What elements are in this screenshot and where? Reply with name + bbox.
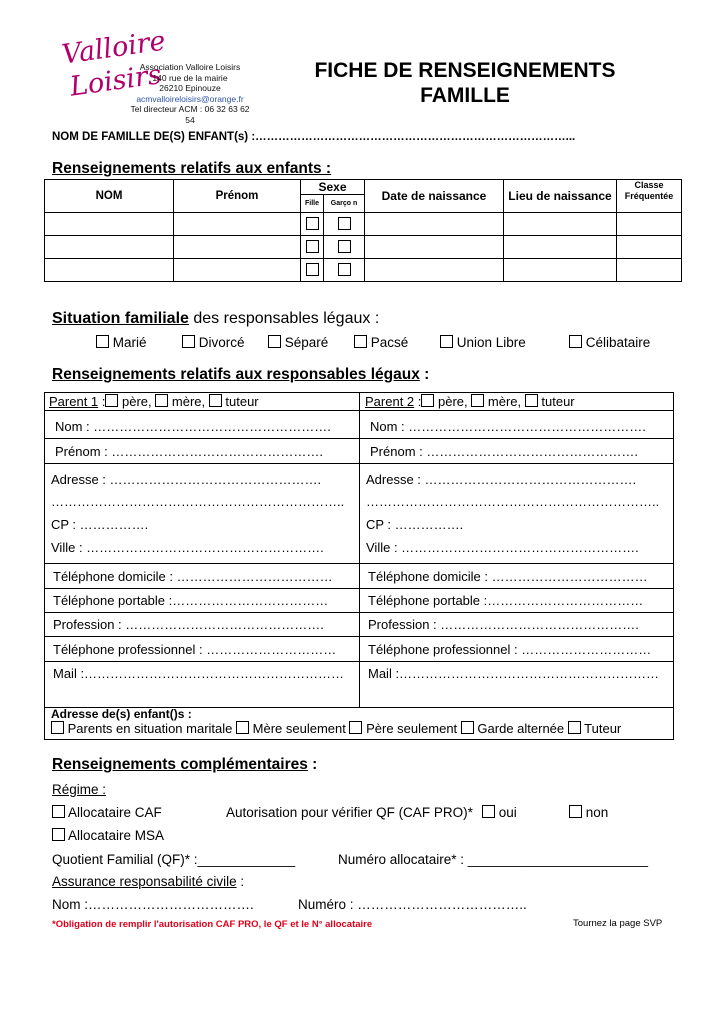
parent1-prenom-field[interactable]: Prénom : …………………………………………. [55,444,323,459]
non-checkbox[interactable] [569,805,582,818]
parent2-mere-checkbox[interactable] [471,394,484,407]
row-divider [45,463,673,464]
separe-checkbox[interactable] [268,335,281,348]
pere-seulement-checkbox[interactable] [349,721,362,734]
parent1-mail-field[interactable]: Mail :…………………………………………………… [53,666,345,681]
parent1-adresse-line2[interactable]: ………………………………………………………….. [51,494,345,509]
fille-checkbox[interactable] [306,217,319,230]
child-classe-cell[interactable] [617,236,682,259]
parent1-nom-field[interactable]: Nom : ………………………………………………. [55,419,331,434]
union-libre-label: Union Libre [456,335,526,350]
child-date-cell[interactable] [365,259,504,282]
situation-heading-rest: des responsables légaux : [188,310,380,327]
child-nom-cell[interactable] [45,259,174,282]
garcon-checkbox[interactable] [338,263,351,276]
logo-word-loisirs: Loisirs [68,59,164,103]
situation-option[interactable] [182,335,245,350]
col-sexe: Sexe [301,180,365,195]
parent2-mail-field[interactable]: Mail :…………………………………………………… [368,666,660,681]
child-lieu-cell[interactable] [504,259,617,282]
child-nom-cell[interactable] [45,236,174,259]
parents-table [44,392,674,740]
parents-heading-tail: : [419,366,430,383]
organisation-address [130,62,250,125]
garcon-checkbox[interactable] [338,217,351,230]
page-title [270,58,660,108]
situation-option[interactable] [440,335,526,350]
qf-field[interactable]: Quotient Familial (QF)* :_____________ [52,852,296,867]
parent2-pere-checkbox[interactable] [421,394,434,407]
situation-heading-bold: Situation familiale [52,310,189,327]
assurance-label-text: Assurance responsabilité civile [52,874,237,889]
complement-heading [52,756,317,774]
autorisation-label: Autorisation pour vérifier QF (CAF PRO)* [226,805,473,820]
row-divider [45,410,673,411]
regime-label: Régime : [52,782,107,797]
tuteur-label: tuteur [541,394,575,409]
col-date-naissance: Date de naissance [365,180,504,213]
maritale-label: Parents en situation maritale [67,721,233,736]
parent1-header: Parent 1 : père, mère, tuteur [49,394,259,409]
msa-checkbox[interactable] [52,828,65,841]
adresse-enfants-label: Adresse de(s) enfant()s : [51,707,192,721]
row-divider [45,612,673,613]
org-phone: Tel directeur ACM : 06 32 63 62 54 [130,104,250,125]
marie-checkbox[interactable] [96,335,109,348]
child-date-cell[interactable] [365,236,504,259]
parent2-profession-field[interactable]: Profession : ………………………………………. [368,617,639,632]
org-street: 140 rue de la mairie [152,72,228,83]
children-heading: Renseignements relatifs aux enfants : [52,160,332,177]
mere-label: mère, [171,394,206,409]
mere-seulement-label: Mère seulement [252,721,346,736]
col-lieu-naissance: Lieu de naissance [504,180,617,213]
situation-option[interactable] [569,335,650,350]
complement-heading-label: Renseignements complémentaires [52,756,308,773]
parent2-label: Parent 2 [365,394,415,409]
parent2-tel-pro-field[interactable]: Téléphone professionnel : ………………………… [368,642,652,657]
garde-alternee-label: Garde alternée [477,721,565,736]
tuteur-label: tuteur [225,394,259,409]
parent2-prenom-field[interactable]: Prénom : …………………………………………. [370,444,638,459]
non-label: non [585,805,609,820]
parent2-cp-field[interactable]: CP : ……………. [366,517,464,532]
parent1-tuteur-checkbox[interactable] [209,394,222,407]
parent1-tel-pro-field[interactable]: Téléphone professionnel : ………………………… [53,642,337,657]
row-divider [45,588,673,589]
parent2-ville-field[interactable]: Ville : ………………………………………………. [366,540,639,555]
child-prenom-cell[interactable] [174,259,301,282]
celibataire-checkbox[interactable] [569,335,582,348]
child-row [45,259,682,282]
turn-page-note: Tournez la page SVP [573,918,663,929]
parent2-header: Parent 2 : père, mère, tuteur [365,394,575,409]
msa-label: Allocataire MSA [68,828,165,843]
parent1-pere-checkbox[interactable] [105,394,118,407]
child-row [45,213,682,236]
caf-option[interactable] [52,805,162,820]
child-lieu-cell[interactable] [504,213,617,236]
situation-heading [52,310,379,328]
pere-label: père, [122,394,152,409]
caf-checkbox[interactable] [52,805,65,818]
title-line-1: FICHE DE RENSEIGNEMENTS [314,59,616,82]
child-prenom-cell[interactable] [174,213,301,236]
row-divider [45,661,673,662]
parent1-profession-field[interactable]: Profession : ………………………………………. [53,617,324,632]
parent1-tel-portable-field[interactable]: Téléphone portable :……………………………… [53,593,329,608]
oui-option[interactable] [482,805,517,820]
child-classe-cell[interactable] [617,213,682,236]
assurance-nom-field[interactable]: Nom :………………………………. [52,897,254,912]
union-libre-checkbox[interactable] [440,335,453,348]
mere-label: mère, [487,394,522,409]
msa-option[interactable] [52,828,164,843]
parent1-mere-checkbox[interactable] [155,394,168,407]
oui-label: oui [498,805,517,820]
logo-word-valloire: Valloire [60,25,168,71]
tuteur-checkbox[interactable] [568,721,581,734]
pere-label: père, [438,394,468,409]
separe-label: Séparé [284,335,329,350]
parent2-tel-portable-field[interactable]: Téléphone portable :……………………………… [368,593,644,608]
org-city: 26210 Epinouze [159,83,221,93]
row-divider [45,636,673,637]
parent2-adresse-line2[interactable]: ………………………………………………………….. [366,494,660,509]
situation-option[interactable] [268,335,328,350]
child-row [45,236,682,259]
parent2-nom-field[interactable]: Nom : ………………………………………………. [370,419,646,434]
child-date-cell[interactable] [365,213,504,236]
child-classe-cell[interactable] [617,259,682,282]
garde-options [51,721,621,736]
pacse-checkbox[interactable] [354,335,367,348]
parents-heading [52,366,429,384]
parent2-tel-domicile-field[interactable]: Téléphone domicile : ……………………………… [368,569,648,584]
divorce-checkbox[interactable] [182,335,195,348]
assurance-label [52,874,244,889]
col-classe: Classe Fréquentée [617,180,682,213]
family-name-field[interactable]: NOM DE FAMILLE DE(S) ENFANT(s) :………………………………………………………………………... [52,131,576,143]
garcon-checkbox[interactable] [338,240,351,253]
complement-heading-tail: : [307,756,318,773]
fille-checkbox[interactable] [306,240,319,253]
org-name: Association Valloire Loisirs [139,62,241,72]
fille-checkbox[interactable] [306,263,319,276]
parent1-ville-field[interactable]: Ville : ………………………………………………. [51,540,324,555]
pacse-label: Pacsé [370,335,409,350]
row-divider [45,438,673,439]
caf-label: Allocataire CAF [68,805,162,820]
col-prenom: Prénom [174,180,301,213]
garde-alternee-checkbox[interactable] [461,721,474,734]
col-garcon: Garço n [324,195,365,213]
title-line-2: FAMILLE [420,84,510,107]
footnote: *Obligation de remplir l'autorisation CAF PRO, le QF et le N° allocataire [52,919,373,930]
child-nom-cell[interactable] [45,213,174,236]
situation-option[interactable] [96,335,147,350]
col-fille: Fille [301,195,324,213]
parent2-tuteur-checkbox[interactable] [525,394,538,407]
assurance-label-tail: : [236,874,245,889]
pere-seulement-label: Père seulement [366,721,458,736]
parent1-adresse-field[interactable]: Adresse : …………………………………………. [51,472,322,487]
oui-checkbox[interactable] [482,805,495,818]
column-divider [359,393,360,707]
situation-option[interactable] [354,335,408,350]
parents-heading-label: Renseignements relatifs aux responsables légaux [52,366,420,383]
child-lieu-cell[interactable] [504,236,617,259]
tuteur-option-label: Tuteur [584,721,622,736]
children-table [44,179,682,282]
assurance-numero-field[interactable]: Numéro : ……………………………….. [298,897,527,912]
parent1-cp-field[interactable]: CP : ……………. [51,517,149,532]
parent1-tel-domicile-field[interactable]: Téléphone domicile : ……………………………… [53,569,333,584]
divorce-label: Divorcé [198,335,245,350]
numero-allocataire-field[interactable]: Numéro allocataire* : ________________________ [338,852,648,867]
parent2-adresse-field[interactable]: Adresse : …………………………………………. [366,472,637,487]
celibataire-label: Célibataire [585,335,651,350]
col-nom: NOM [45,180,174,213]
child-prenom-cell[interactable] [174,236,301,259]
row-divider [45,563,673,564]
parent1-label: Parent 1 [49,394,99,409]
mere-seulement-checkbox[interactable] [236,721,249,734]
non-option[interactable] [569,805,608,820]
maritale-checkbox[interactable] [51,721,64,734]
marie-label: Marié [112,335,147,350]
org-email: acmvalloireloisirs@orange.fr [136,93,244,104]
